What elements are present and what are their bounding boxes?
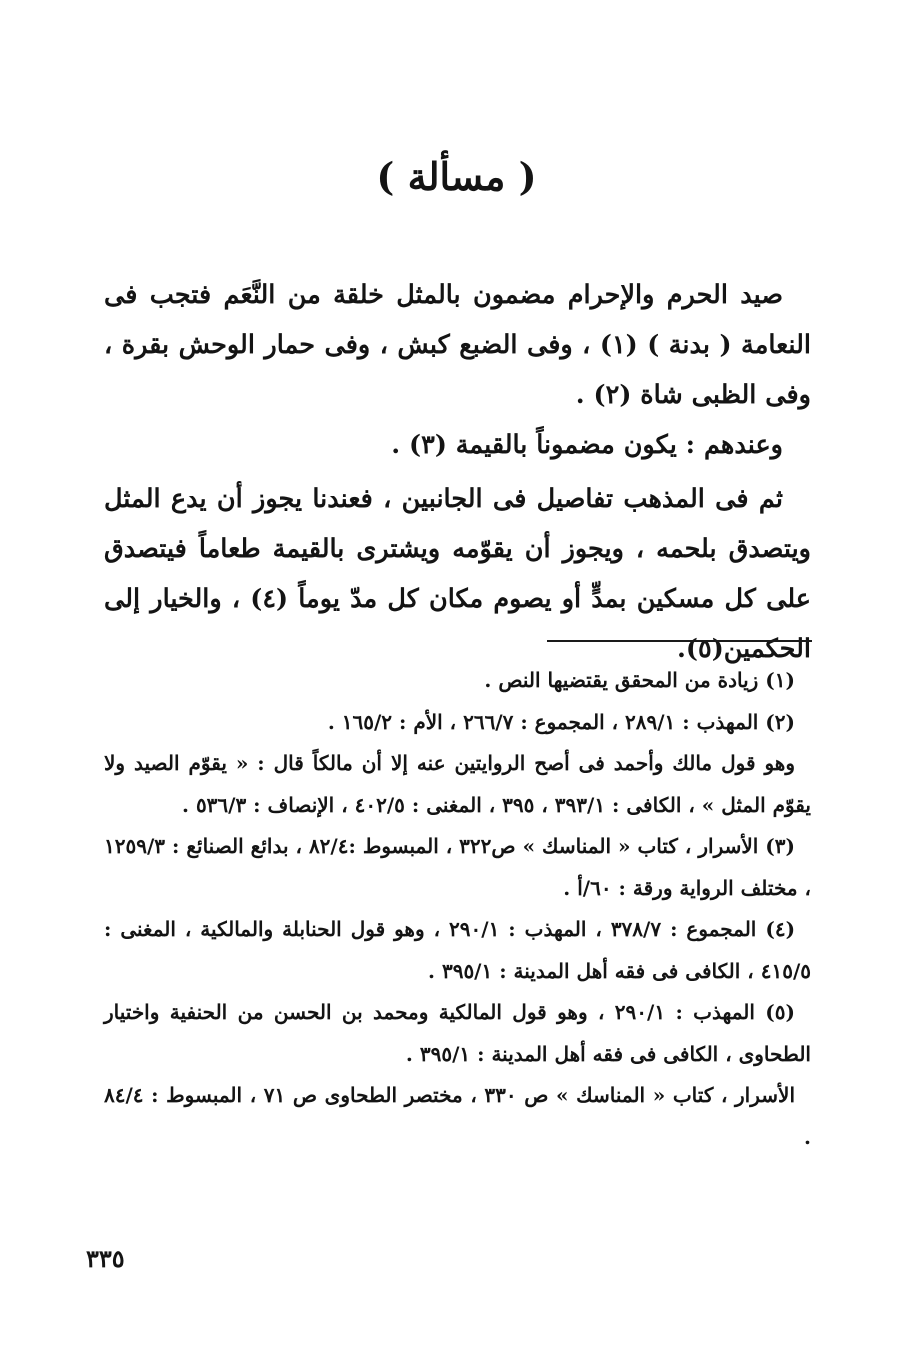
footnote-2-continuation: وهو قول مالك وأحمد فى أصح الروايتين عنه إلا أن مالكاً قال : « يقوّم الصيد ولا يقوّم المثل » ، الكافى : ٣٩٣/١ ، ٣٩٥ ، المغنى : ٤٠٢/٥ ، الإنصاف : ٥٣٦/٣ . <box>104 751 811 817</box>
footnote-2: (٢) المهذب : ٢٨٩/١ ، المجموع : ٢٦٦/٧ ، الأم : ١٦٥/٢ . <box>327 709 795 734</box>
page-number: ٣٣٥ <box>86 1244 125 1273</box>
footnote-1: (١) زيادة من المحقق يقتضيها النص . <box>484 668 795 692</box>
footnote-separator <box>547 640 812 642</box>
footnotes <box>104 660 811 1158</box>
paragraph-3: ثم فى المذهب تفاصيل فى الجانبين ، فعندنا يجوز أن يدع المثل ويتصدق بلحمه ، ويجوز أن يقوّمه ويشترى بالقيمة طعاماً فيتصدق على كل مسكين بمدٍّ أو يصوم مكان كل مدّ يوماً (٤) ، والخيار إلى الحكمين(٥). <box>104 484 811 664</box>
section-title: ( مسألة ) <box>376 154 537 199</box>
footnote-5: (٥) المهذب : ٢٩٠/١ ، وهو قول المالكية ومحمد بن الحسن من الحنفية واختيار الطحاوى ، الكافى فى فقه أهل المدينة : ٣٩٥/١ . <box>104 1000 811 1066</box>
paragraph-1: صيد الحرم والإحرام مضمون بالمثل خلقة من النَّعَم فتجب فى النعامة ( بدنة ) (١) ، وفى الضبع كبش ، وفى حمار الوحش بقرة ، وفى الظبى شاة (٢) . <box>104 280 811 410</box>
footnote-3: (٣) الأسرار ، كتاب « المناسك » ص٣٢٢ ، المبسوط :٨٢/٤ ، بدائع الصنائع : ١٢٥٩/٣ ، مختلف الرواية ورقة : ٦٠/أ . <box>104 834 811 900</box>
footnote-5-continuation: الأسرار ، كتاب « المناسك » ص ٣٣٠ ، مختصر الطحاوى ص ٧١ ، المبسوط : ٨٤/٤ . <box>104 1083 811 1149</box>
paragraph-2: وعندهم : يكون مضموناً بالقيمة (٣) . <box>391 430 783 460</box>
footnote-4: (٤) المجموع : ٣٧٨/٧ ، المهذب : ٢٩٠/١ ، وهو قول الحنابلة والمالكية ، المغنى : ٤١٥/٥ ، الكافى فى فقه أهل المدينة : ٣٩٥/١ . <box>104 917 811 983</box>
